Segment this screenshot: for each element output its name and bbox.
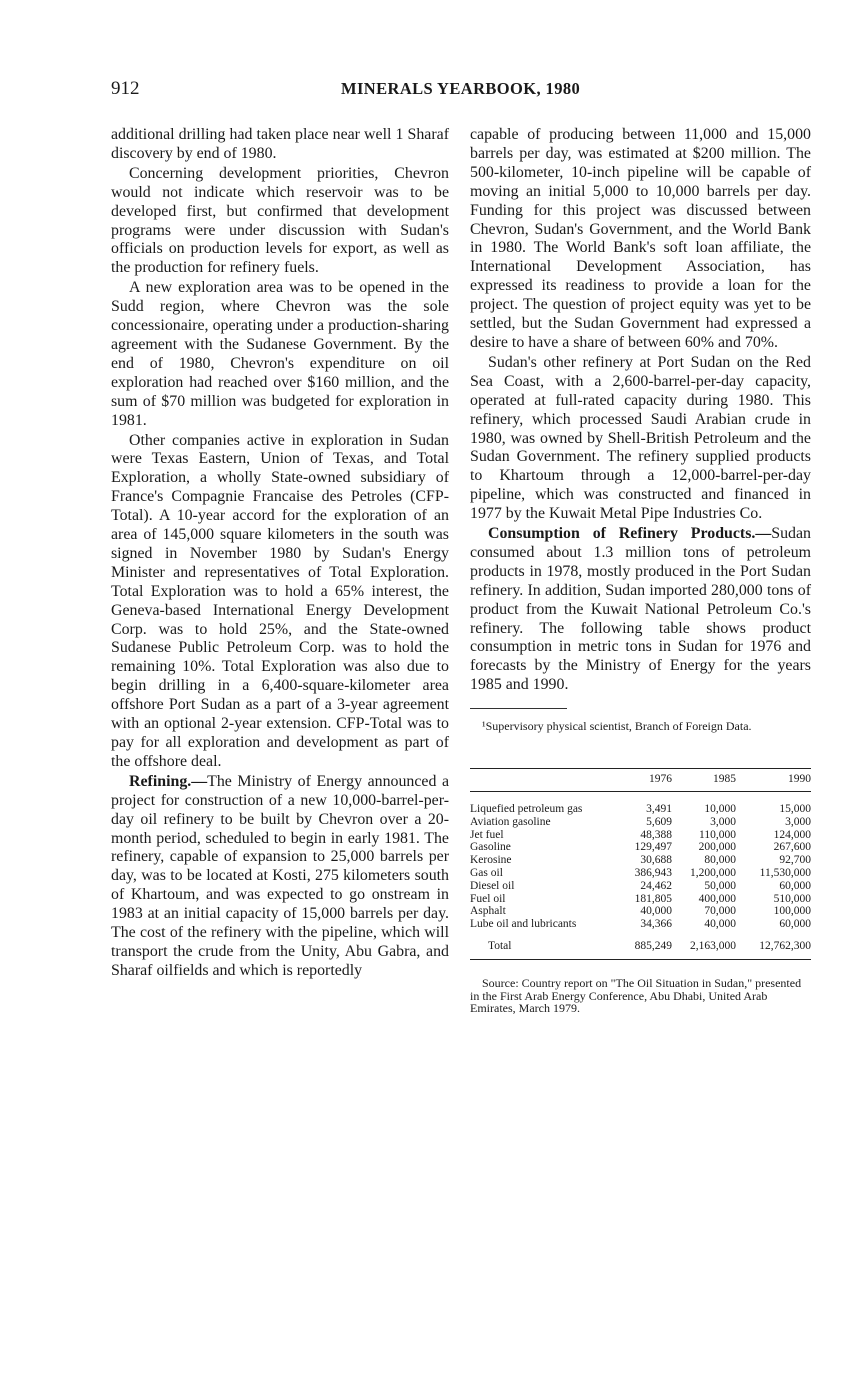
value-1985: 400,000 [698,892,736,905]
row-label: Aviation gasoline [470,815,551,828]
table-total-row [470,931,811,959]
row-label: Lube oil and lubricants [470,918,577,931]
table-row [470,791,811,815]
total-label: Total [470,931,610,959]
table-row [470,867,811,880]
value-1990: 267,600 [773,841,811,854]
table-header-1976: 1976 [610,769,672,792]
value-1985: 200,000 [698,841,736,854]
value-1976: 3,491 [646,802,672,815]
value-1990: 11,530,000 [759,866,811,879]
value-1985: 80,000 [704,854,736,867]
total-1990: 12,762,300 [736,931,811,959]
row-label: Diesel oil [470,879,515,892]
refining-heading: Refining.— [129,772,208,790]
table-header-1990: 1990 [736,769,811,792]
row-label: Kerosine [470,854,512,867]
value-1985: 3,000 [710,815,736,828]
table-row [470,905,811,918]
paragraph-pipeline-cost: capable of producing between 11,000 and 15,000 barrels per day, was estimated at $200 million. The 500-kilometer, 10-inch pipeline will be capable of moving an initial 5,000 to 10,000 barrels per day. Funding for this project was discussed between Chevron, Sudan's Government, and the World Bank in 1980. The World Bank's soft loan affiliate, the International Development Association, has expressed its readiness to provide a loan for the project. The question of project equity was yet to be settled, but the Sudan Government had expressed a desire to have a share of between 60% and 70%. [470,126,811,351]
refining-text: The Ministry of Energy announced a project for construction of a new 10,000-barrel-per-day oil refinery to be built by Chevron over a 20-month period, scheduled to begin in early 1981. The refinery, capable of expansion to 25,000 barrels per day, was to be located at Kosti, 275 kilometers south of Khartoum, and was expected to go onstream in 1983 at an initial capacity of 15,000 barrels per day. The cost of the refinery with the pipeline, which will transport the crude from the Unity, Abu Gabra, and Sharaf oilfields and which is reportedly [111,772,449,979]
value-1985: 50,000 [704,879,736,892]
running-title: MINERALS YEARBOOK, 1980 [341,79,581,98]
value-1976: 129,497 [634,841,672,854]
row-label: Fuel oil [470,892,506,905]
value-1985: 10,000 [704,802,736,815]
value-1985: 70,000 [704,905,736,918]
value-1976: 181,805 [634,892,672,905]
value-1976: 30,688 [640,854,672,867]
consumption-table [470,768,811,960]
value-1976: 40,000 [640,905,672,918]
page-header [111,78,809,102]
row-label: Asphalt [470,905,506,918]
value-1990: 124,000 [773,828,811,841]
value-1985: 1,200,000 [690,866,736,879]
paragraph-sudd-region: A new exploration area was to be opened in the Sudd region, where Chevron was the sole concessionaire, operating under a production-sharing agreement with the Sudanese Government. By the end of 1980, Chevron's expenditure on oil exploration had reached over $160 million, and the sum of $70 million was budgeted for exploration in 1981. [111,279,449,429]
paragraph-development-priorities: Concerning development priorities, Chevron would not indicate which reservoir was to be developed first, but confirmed that development programs were under discussion with Sudan's officials on production levels for export, as well as the production for refinery fuels. [111,164,449,277]
paragraph-continuation: additional drilling had taken place near well 1 Sharaf discovery by end of 1980. [111,126,449,162]
left-column [111,126,449,982]
value-1985: 110,000 [699,828,736,841]
value-1976: 34,366 [640,918,672,931]
value-1990: 60,000 [779,879,811,892]
table-header-label [470,769,610,792]
paragraph-refining [111,773,449,981]
table-row [470,841,811,854]
total-1976: 885,249 [610,931,672,959]
paragraph-other-companies: Other companies active in exploration in Sudan were Texas Eastern, Union of Texas, and Total Exploration, a wholly State-owned subsidiary of France's Compagnie Francaise des Petroles (CFP-Total). A 10-year accord for the exploration of an area of 145,000 square kilometers in the south was signed in November 1980 by Sudan's Energy Minister and representatives of Total Exploration. Total Exploration was to hold a 65% interest, the Geneva-based International Energy Development Corp. was to hold 25%, and the State-owned Sudanese Public Petroleum Corp. was to hold the remaining 10%. Total Exploration was also due to begin drilling in a 6,400-square-kilometer area offshore Port Sudan as a part of a 3-year agreement with an optional 2-year extension. CFP-Total was to pay for all exploration and development as part of the offshore deal. [111,431,449,770]
consumption-table-wrapper [470,768,811,1015]
table-row [470,918,811,931]
value-1990: 92,700 [779,854,811,867]
row-label: Jet fuel [470,828,504,841]
consumption-heading: Consumption of Refinery Products.— [488,525,772,543]
total-1985: 2,163,000 [672,931,736,959]
value-1985: 40,000 [704,918,736,931]
consumption-text: Sudan consumed about 1.3 million tons of petroleum products in 1978, mostly produced in the Port Sudan refinery. In addition, Sudan imported 280,000 tons of product from the Kuwait National Petroleum Co.'s refinery. The following table shows product consumption in metric tons in Sudan for 1976 and forecasts by the Ministry of Energy for the years 1985 and 1990. [470,525,811,694]
right-column [470,126,811,1015]
value-1990: 100,000 [773,905,811,918]
value-1976: 5,609 [646,815,672,828]
table-row [470,893,811,906]
value-1990: 510,000 [773,892,811,905]
value-1976: 386,943 [634,866,672,879]
table-row [470,854,811,867]
page-number: 912 [111,78,140,99]
row-label: Gas oil [470,866,503,879]
value-1976: 48,388 [640,828,672,841]
table-row [470,880,811,893]
row-label: Gasoline [470,841,511,854]
footnote-divider [470,708,567,709]
paragraph-consumption [470,525,811,695]
table-header-1985: 1985 [672,769,736,792]
row-label: Liquefied petroleum gas [470,802,583,815]
value-1976: 24,462 [640,879,672,892]
paragraph-port-sudan-refinery: Sudan's other refinery at Port Sudan on the Red Sea Coast, with a 2,600-barrel-per-day capacity, operated at full-rated capacity during 1980. This refinery, which processed Saudi Arabian crude in 1980, was owned by Shell-British Petroleum and the Sudan Government. The refinery supplied products to Khartoum through a 12,000-barrel-per-day pipeline, which was constructed and financed in 1977 by the Kuwait Metal Pipe Industries Co. [470,353,811,523]
value-1990: 3,000 [785,815,811,828]
table-source-note: Source: Country report on "The Oil Situation in Sudan," presented in the First Arab Energy Conference, Abu Dhabi, United Arab Emirates, March 1979. [470,975,802,1016]
table-row [470,816,811,829]
footnote: ¹Supervisory physical scientist, Branch of Foreign Data. [482,719,752,734]
table-header-row [470,769,811,792]
value-1990: 15,000 [779,802,811,815]
value-1990: 60,000 [779,918,811,931]
table-row [470,829,811,842]
